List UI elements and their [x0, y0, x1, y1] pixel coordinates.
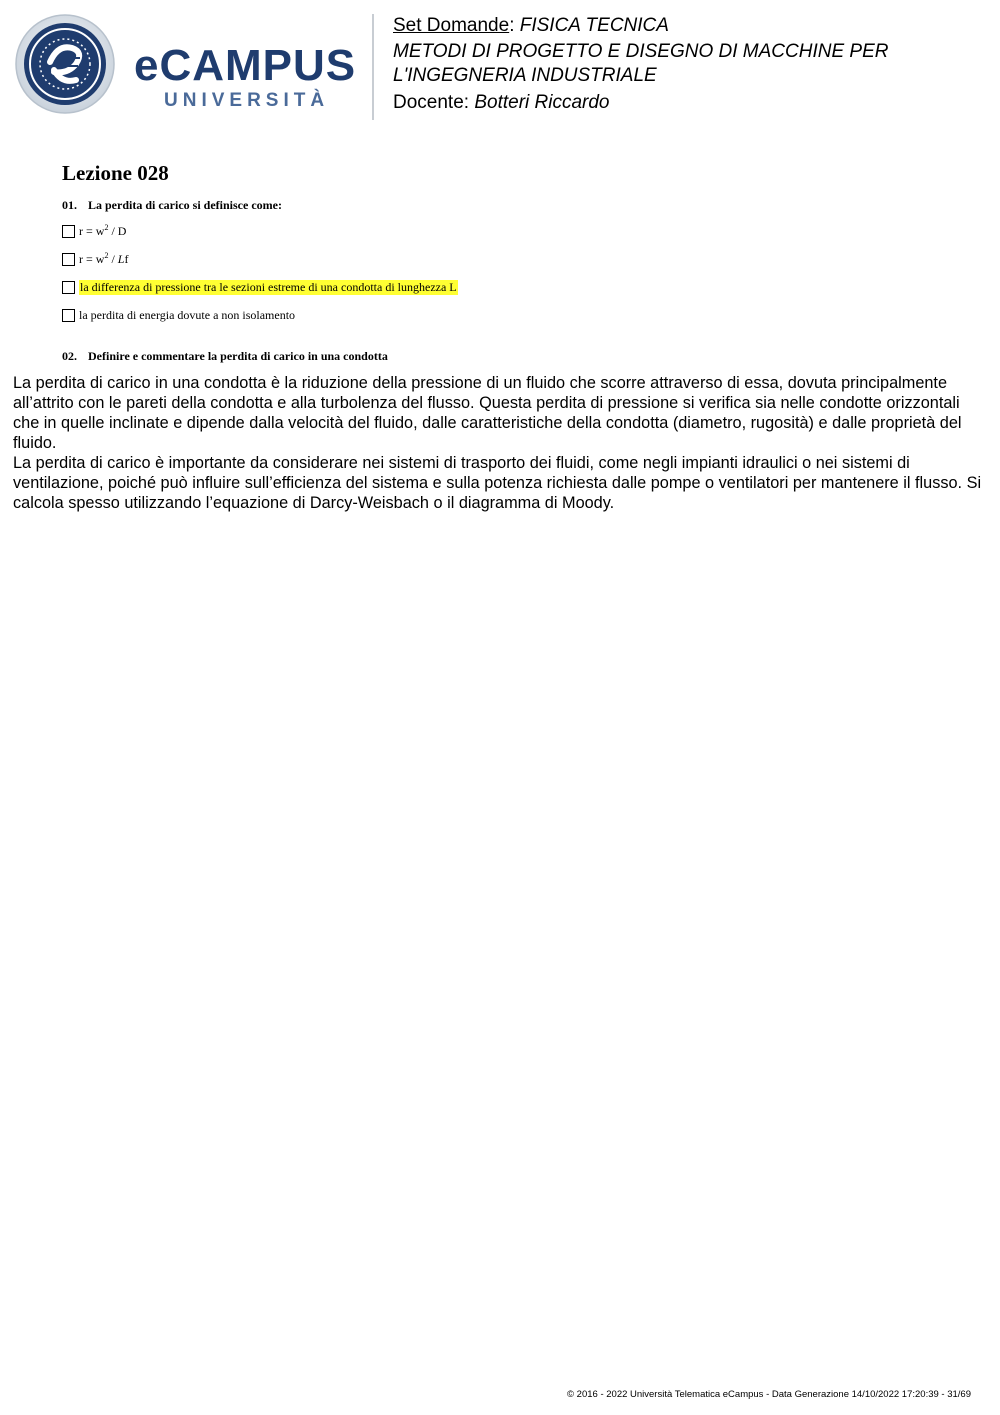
course-name: METODI DI PROGETTO E DISEGNO DI MACCHINE PER L'INGEGNERIA INDUSTRIALE	[393, 41, 889, 86]
header-divider	[372, 14, 374, 120]
set-domande-line	[393, 14, 983, 38]
set-label: Set Domande	[393, 15, 510, 36]
option-1-exponent: 2	[104, 222, 109, 232]
question-2-text: Definire e commentare la perdita di carico in una condotta	[88, 349, 388, 363]
option-2-pre: r = w	[79, 251, 105, 266]
option-2-post: /	[108, 251, 118, 266]
option-2-italic: L	[117, 251, 125, 266]
svg-text:UNIVERSITÀ: UNIVERSITÀ	[164, 90, 330, 111]
checkbox-icon[interactable]	[62, 225, 75, 238]
question-1	[62, 198, 282, 213]
option-2-label	[79, 252, 128, 267]
lesson-title: Lezione 028	[62, 161, 169, 185]
answer-paragraph: La perdita di carico è importante da considerare nei sistemi di trasporto dei fluidi, come negli impianti idraulici o nei sistemi di ventilazione, poiché può influire sull’efficienza del sistema e sulla potenza richiesta dalle pompe o ventilatori per mantenere il flusso. Si calcola spesso utilizzando l’equazione di Darcy-Weisbach o il diagramma di Moody.	[13, 454, 982, 512]
course-line	[393, 40, 983, 88]
subject-name: FISICA TECNICA	[519, 15, 669, 36]
option-4[interactable]	[62, 307, 295, 323]
question-2-number: 02.	[62, 349, 77, 363]
option-4-label: la perdita di energia dovute a non isolamento	[79, 307, 296, 322]
svg-text:eCAMPUS: eCAMPUS	[134, 41, 357, 90]
option-1-pre: r = w	[79, 223, 105, 238]
checkbox-icon[interactable]	[62, 281, 75, 294]
answer-text	[13, 373, 983, 513]
set-separator: :	[509, 15, 515, 36]
option-1-post: / D	[108, 223, 127, 238]
checkbox-icon[interactable]	[62, 309, 75, 322]
option-3-label-highlighted: la differenza di pressione tra le sezioni estreme di una condotta di lunghezza L	[80, 279, 457, 294]
question-2	[62, 349, 388, 364]
option-1[interactable]	[62, 223, 126, 239]
docente-line	[393, 91, 983, 115]
question-1-text: La perdita di carico si definisce come:	[88, 198, 282, 212]
option-1-label	[79, 224, 126, 239]
page-footer: © 2016 - 2022 Università Telematica eCampus - Data Generazione 14/10/2022 17:20:39 - 31/69	[567, 1389, 971, 1400]
header-info	[393, 14, 983, 115]
docente-name: Botteri Riccardo	[474, 92, 610, 113]
checkbox-icon[interactable]	[62, 253, 75, 266]
option-2-post2: f	[124, 251, 129, 266]
option-2-exponent: 2	[104, 250, 109, 260]
ecampus-logo-icon	[14, 14, 359, 118]
docente-label: Docente:	[393, 92, 470, 113]
question-1-number: 01.	[62, 198, 77, 212]
option-2[interactable]	[62, 251, 128, 267]
option-3[interactable]	[62, 279, 458, 295]
answer-paragraph: La perdita di carico in una condotta è la riduzione della pressione di un fluido che scorre attraverso di essa, dovuta principalmente all’attrito con le pareti della condotta e alla turbolenza del flusso. Questa perdita di pressione si verifica sia nelle condotte orizzontali che in quelle inclinate e dipende dalla velocità del fluido, dalle caratteristiche della condotta (diametro, rugosità) e dalle proprietà del fluido.	[13, 374, 962, 452]
ecampus-logo	[14, 14, 359, 118]
